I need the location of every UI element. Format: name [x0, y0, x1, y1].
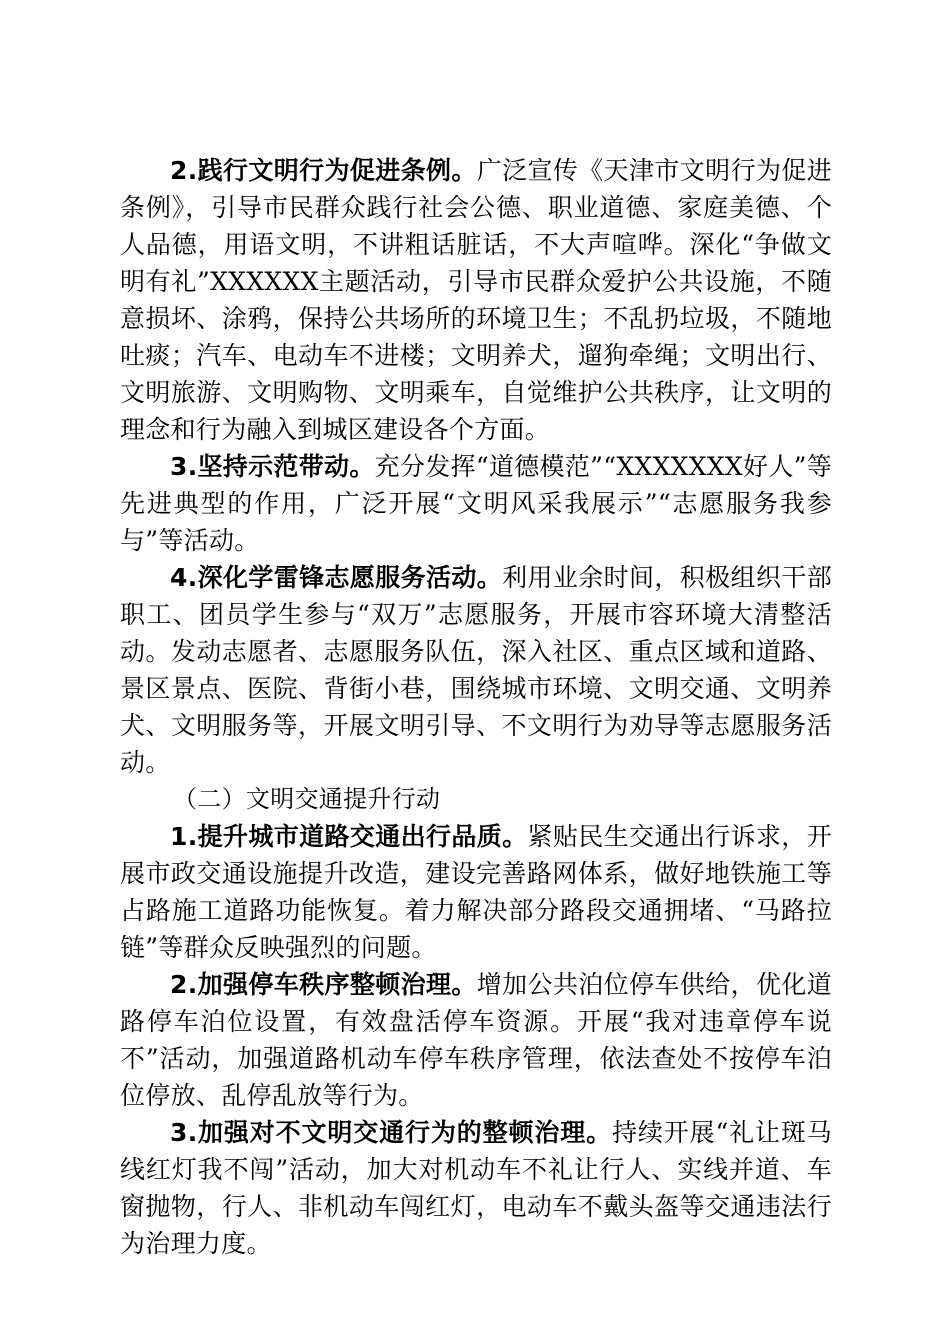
paragraph-volunteer-service: [120, 559, 832, 781]
paragraph-heading: 1.提升城市道路交通出行品质。: [170, 822, 528, 851]
paragraph-heading: 3.加强对不文明交通行为的整顿治理。: [170, 1118, 612, 1147]
paragraph-body: 持续开展“礼让斑马线红灯我不闯”活动，加大对机动车不礼让行人、实线并道、车窗抛物，行人、非机动车闯红灯，电动车不戴头盔等交通违法行为治理力度。: [120, 1118, 833, 1258]
paragraph-uncivilized-traffic: [120, 1114, 832, 1262]
paragraph-heading: 2.加强停车秩序整顿治理。: [170, 970, 477, 999]
paragraph-body: 充分发挥“道德模范”“XXXXXXX好人”等先进典型的作用，广泛开展“文明风采我展示”“志愿服务我参与”等活动。: [120, 452, 833, 555]
paragraph-heading: 4.深化学雷锋志愿服务活动。: [170, 563, 503, 592]
paragraph-heading: 2.践行文明行为促进条例。: [170, 156, 477, 185]
paragraph-parking-order: [120, 966, 832, 1114]
document-page: [120, 152, 832, 1262]
paragraph-heading: 3.坚持示范带动。: [170, 452, 375, 481]
paragraph-road-traffic-quality: [120, 818, 832, 966]
section-title: （二）文明交通提升行动: [173, 785, 441, 813]
paragraph-body: 利用业余时间，积极组织干部职工、团员学生参与“双万”志愿服务，开展市容环境大清整活动。发动志愿者、志愿服务队伍，深入社区、重点区域和道路、景区景点、医院、背街小巷，围绕城市环境、文明交通、文明养犬、文明服务等，开展文明引导、不文明行为劝导等志愿服务活动。: [120, 563, 833, 777]
paragraph-body: 紧贴民生交通出行诉求，开展市政交通设施提升改造，建设完善路网体系，做好地铁施工等占路施工道路功能恢复。着力解决部分路段交通拥堵、“马路拉链”等群众反映强烈的问题。: [120, 822, 832, 962]
paragraph-civilized-behavior-regulation: [120, 152, 832, 448]
paragraph-demonstration: [120, 448, 832, 559]
paragraph-body: 增加公共泊位停车供给，优化道路停车泊位设置，有效盘活停车资源。开展“我对违章停车说不”活动，加强道路机动车停车秩序管理，依法查处不按停车泊位停放、乱停乱放等行为。: [120, 970, 833, 1110]
paragraph-body: 广泛宣传《天津市文明行为促进条例》，引导市民群众践行社会公德、职业道德、家庭美德、个人品德，用语文明，不讲粗话脏话，不大声喧哗。深化“争做文明有礼”XXXXXX主题活动，引导市民群众爱护公共设施，不随意损坏、涂鸦，保持公共场所的环境卫生；不乱扔垃圾，不随地吐痰；汽车、电动车不进楼；文明养犬，遛狗牵绳；文明出行、文明旅游、文明购物、文明乘车，自觉维护公共秩序，让文明的理念和行为融入到城区建设各个方面。: [120, 156, 833, 444]
